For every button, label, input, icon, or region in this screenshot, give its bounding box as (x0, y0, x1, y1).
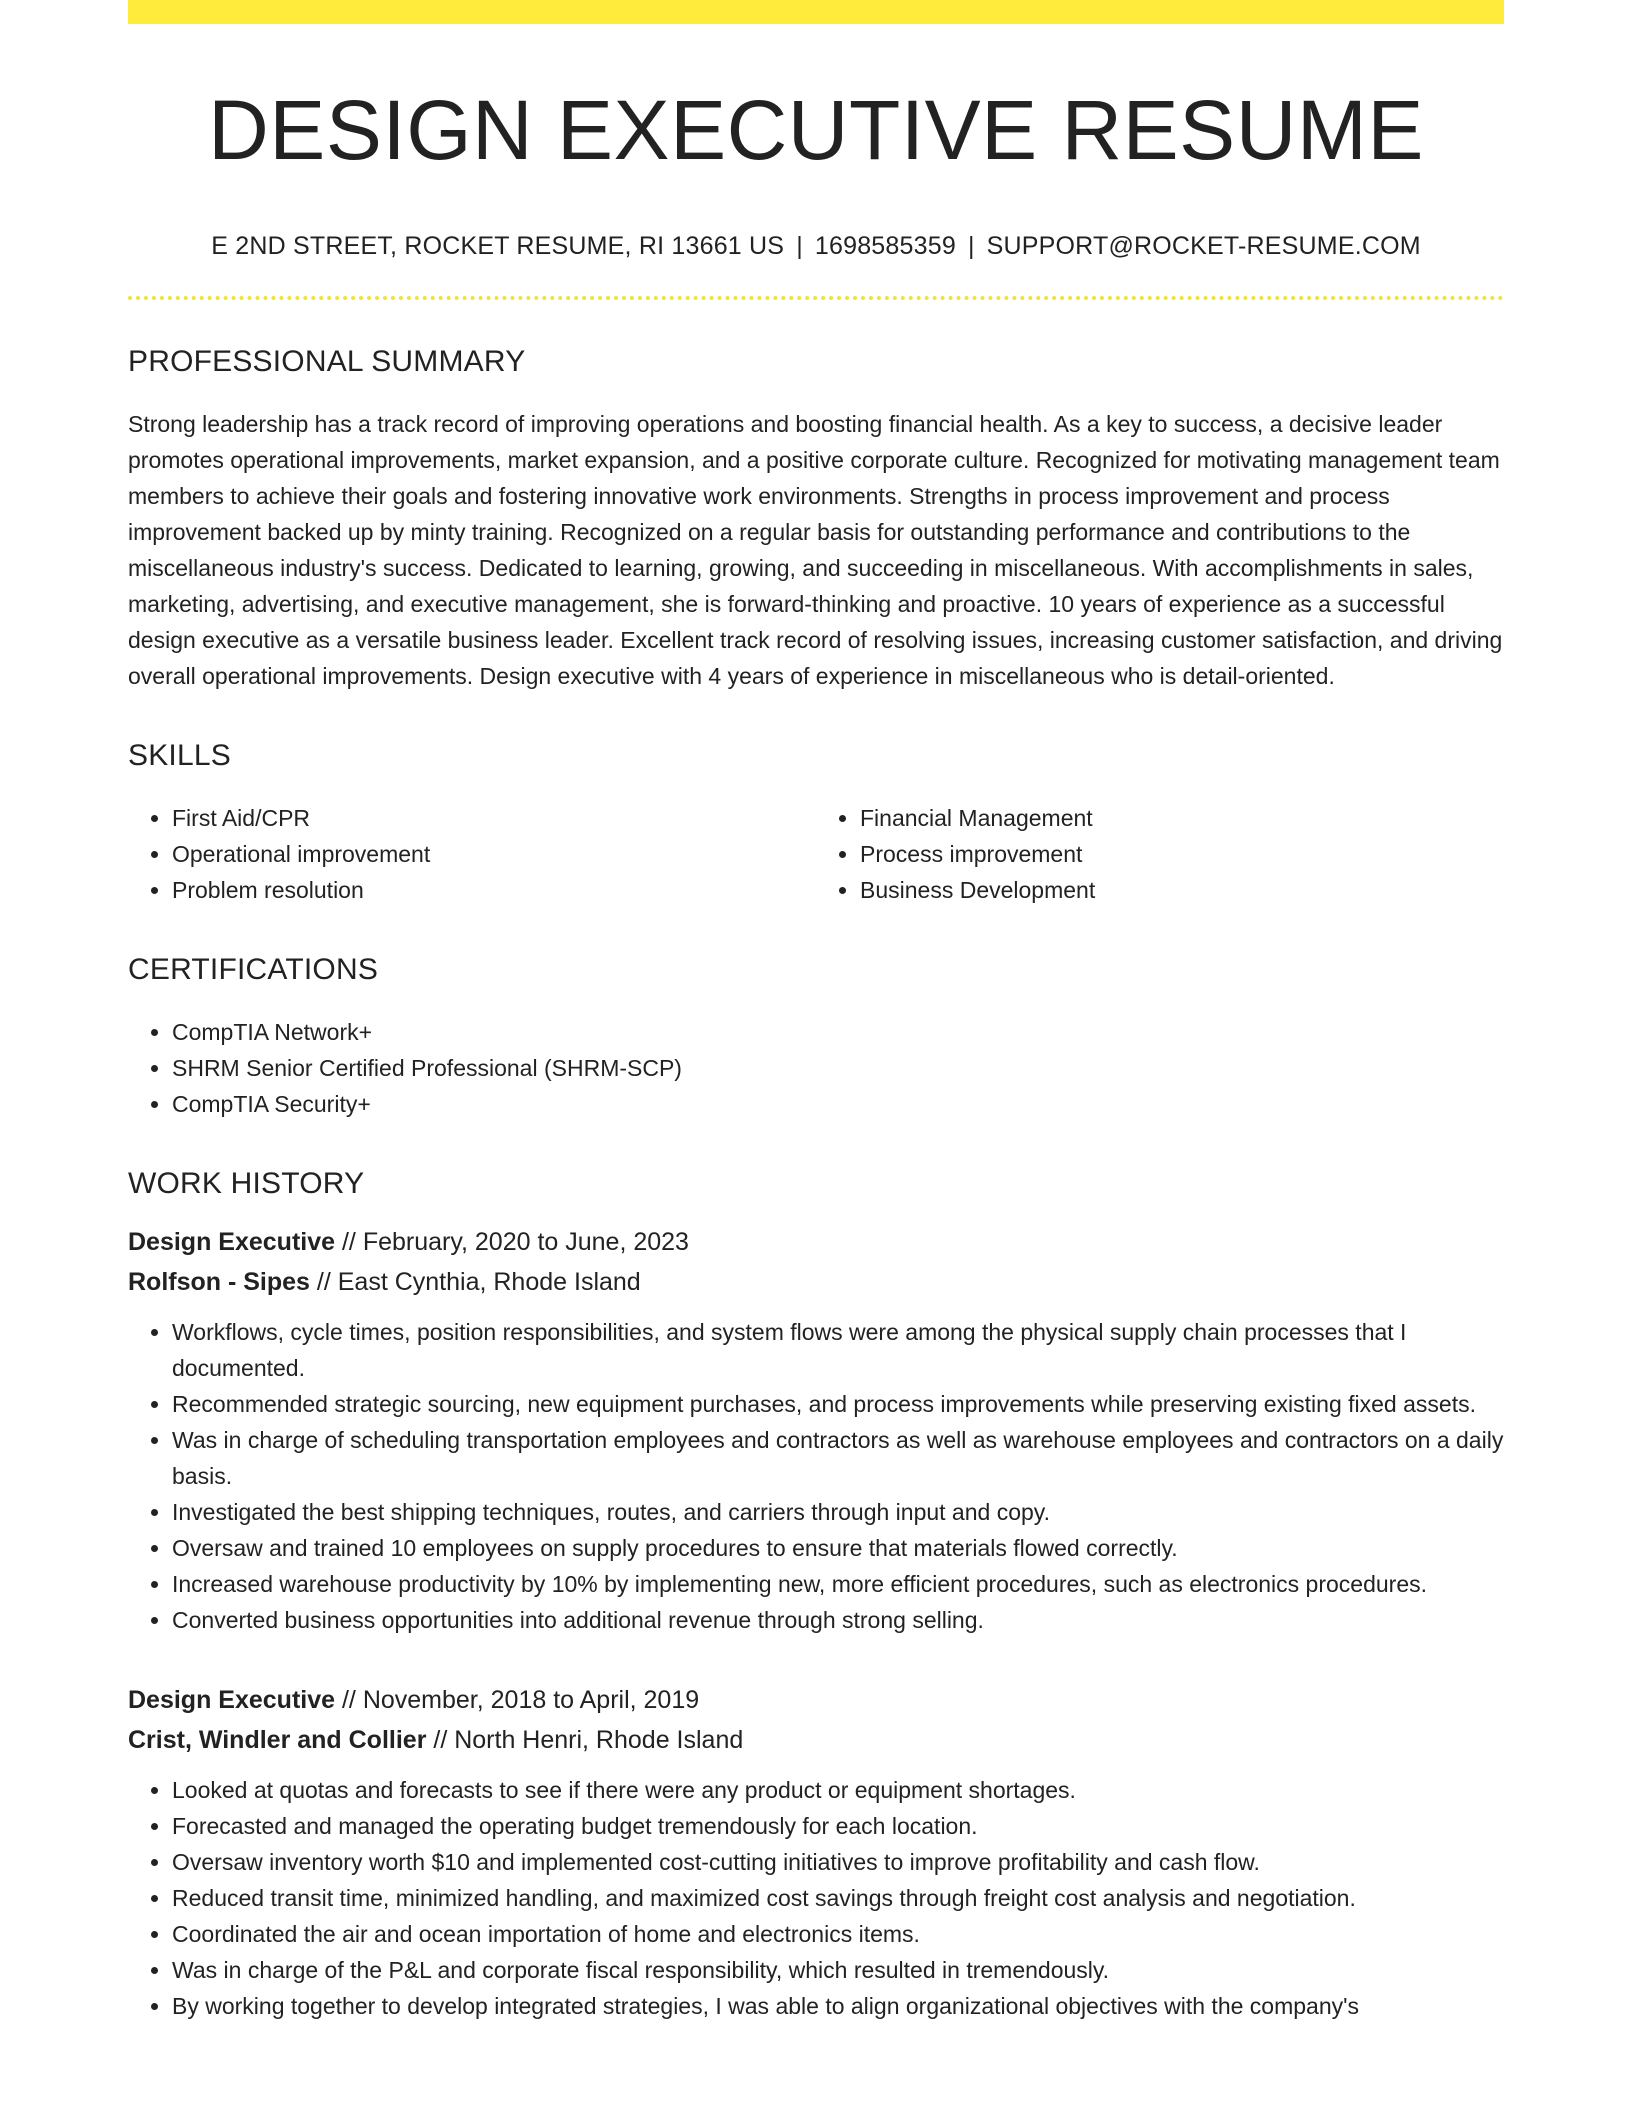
skills-section (128, 736, 1504, 908)
summary-heading: PROFESSIONAL SUMMARY (128, 345, 526, 378)
certifications-section (128, 950, 1504, 1122)
duty-item: • Investigated the best shipping techniques, routes, and carriers through input and copy. (172, 1494, 1504, 1530)
duty-item: • Looked at quotas and forecasts to see if there were any product or equipment shortages. (172, 1772, 1504, 1808)
duty-item: • Converted business opportunities into additional revenue through strong selling. (172, 1602, 1504, 1638)
resume-page (128, 0, 1504, 2024)
job-duties-list (128, 1772, 1504, 2024)
job-location: // North Henri, Rhode Island (426, 1726, 744, 1754)
job-company-line (128, 1262, 1504, 1302)
duty-item: • Coordinated the air and ocean importation of home and electronics items. (172, 1916, 1504, 1952)
accent-top-bar (128, 0, 1504, 24)
job-location: // East Cynthia, Rhode Island (309, 1268, 641, 1296)
job-title-line (128, 1680, 1504, 1720)
duty-item: • Was in charge of the P&L and corporate fiscal responsibility, which resulted in tremendously. (172, 1952, 1504, 1988)
job-company-line (128, 1720, 1504, 1760)
contact-separator: | (967, 232, 975, 260)
job-company: Rolfson - Sipes (128, 1268, 310, 1296)
skill-item: • Business Development (860, 872, 1504, 908)
duty-item: • Workflows, cycle times, position responsibilities, and system flows were among the physical supply chain processes that I documented. (172, 1314, 1504, 1386)
skills-grid (128, 800, 1504, 908)
certifications-list (128, 1014, 1504, 1122)
skills-list-right (816, 800, 1504, 908)
certification-item: • SHRM Senior Certified Professional (SHRM-SCP) (172, 1050, 1504, 1086)
duty-item: • Reduced transit time, minimized handling, and maximized cost savings through freight cost analysis and negotiation. (172, 1880, 1504, 1916)
skill-item: • Process improvement (860, 836, 1504, 872)
job-company: Crist, Windler and Collier (128, 1726, 427, 1754)
job-dates: // February, 2020 to June, 2023 (335, 1228, 689, 1256)
contact-email: SUPPORT@ROCKET-RESUME.COM (986, 232, 1421, 260)
duty-item: • Oversaw inventory worth $10 and implemented cost-cutting initiatives to improve profitability and cash flow. (172, 1844, 1504, 1880)
dotted-divider (128, 296, 1504, 300)
work-history-heading: WORK HISTORY (128, 1167, 365, 1200)
duty-item: • Recommended strategic sourcing, new equipment purchases, and process improvements while preserving existing fixed assets. (172, 1386, 1504, 1422)
duty-item: • By working together to develop integrated strategies, I was able to align organizational objectives with the company's (172, 1988, 1504, 2024)
job-title-line (128, 1222, 1504, 1262)
summary-section (128, 342, 1504, 694)
skill-item: • Financial Management (860, 800, 1504, 836)
duty-item: • Was in charge of scheduling transportation employees and contractors as well as warehouse employees and contractors on a daily basis. (172, 1422, 1504, 1494)
contact-address: E 2ND STREET, ROCKET RESUME, RI 13661 US (211, 232, 785, 260)
skills-list-left (128, 800, 816, 908)
certification-item: • CompTIA Security+ (172, 1086, 1504, 1122)
duty-item: • Increased warehouse productivity by 10% by implementing new, more efficient procedures, such as electronics procedures. (172, 1566, 1504, 1602)
certification-item: • CompTIA Network+ (172, 1014, 1504, 1050)
job-role: Design Executive (128, 1228, 336, 1256)
job-entry (128, 1680, 1504, 2024)
skill-item: • First Aid/CPR (172, 800, 816, 836)
contact-line (128, 230, 1504, 262)
resume-title: DESIGN EXECUTIVE RESUME (208, 83, 1424, 177)
contact-phone: 1698585359 (814, 232, 956, 260)
contact-separator: | (796, 232, 803, 260)
job-role: Design Executive (128, 1686, 336, 1714)
skills-heading: SKILLS (128, 739, 231, 772)
work-history-section (128, 1164, 1504, 2024)
duty-item: • Oversaw and trained 10 employees on supply procedures to ensure that materials flowed correctly. (172, 1530, 1504, 1566)
job-dates: // November, 2018 to April, 2019 (335, 1686, 700, 1714)
job-entry (128, 1222, 1504, 1638)
certifications-heading: CERTIFICATIONS (128, 953, 379, 986)
duty-item: • Forecasted and managed the operating budget tremendously for each location. (172, 1808, 1504, 1844)
job-duties-list (128, 1314, 1504, 1638)
skill-item: • Operational improvement (172, 836, 816, 872)
summary-text: Strong leadership has a track record of improving operations and boosting financial health. As a key to success, a decisive leader promotes operational improvements, market expansion, and a positive corporate culture. Recognized for motivating management team members to achieve their goals and fostering innovative work environments. Strengths in process improvement and process improvement backed up by minty training. Recognized on a regular basis for outstanding performance and contributions to the miscellaneous industry's success. Dedicated to learning, growing, and succeeding in miscellaneous. With accomplishments in sales, marketing, advertising, and executive management, she is forward-thinking and proactive. 10 years of experience as a successful design executive as a versatile business leader. Excellent track record of resolving issues, increasing customer satisfaction, and driving overall operational improvements. Design executive with 4 years of experience in miscellaneous who is detail-oriented. (128, 411, 1503, 689)
skill-item: • Problem resolution (172, 872, 816, 908)
